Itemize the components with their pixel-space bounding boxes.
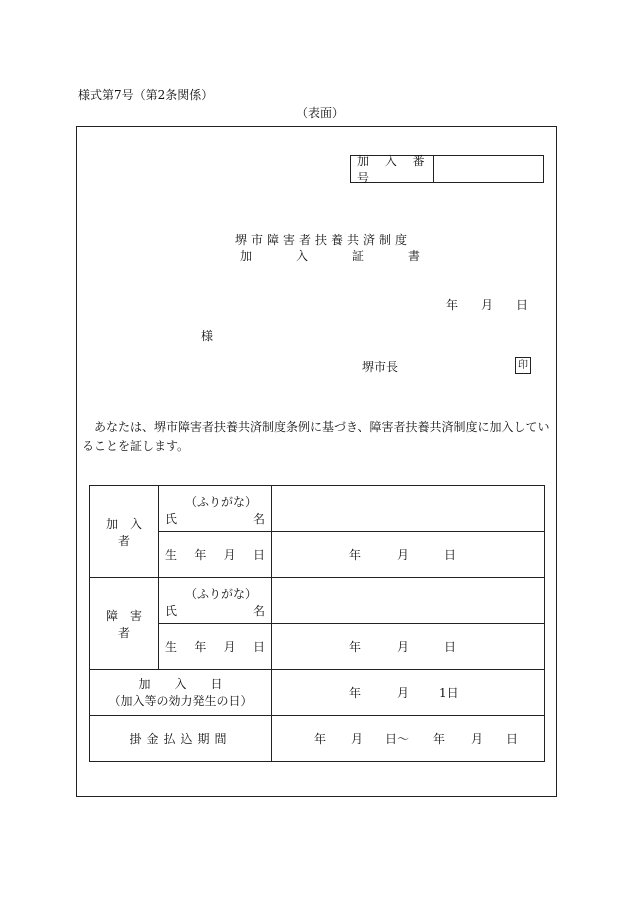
- recipient-suffix: 様: [201, 329, 214, 343]
- period-end-day: 日: [506, 732, 519, 746]
- issue-month: 月: [481, 298, 494, 312]
- issue-year: 年: [446, 298, 459, 312]
- dob-char: 月: [223, 548, 236, 562]
- period-end-year: 年: [433, 732, 446, 746]
- join-year: 年: [349, 686, 362, 700]
- seal-mark: 印: [515, 357, 531, 374]
- dob-year: 年: [349, 640, 362, 654]
- form-number: 様式第7号（第2条関係）: [78, 88, 214, 102]
- disabled-dob-field[interactable]: [272, 624, 545, 670]
- period-separator: 日～: [385, 732, 410, 746]
- member-name-label-cell: [159, 486, 272, 532]
- period-start-month: 月: [351, 732, 364, 746]
- member-info-table: [89, 485, 545, 762]
- certificate-title: 堺市障害者扶養共済制度: [235, 233, 412, 247]
- issue-day: 日: [516, 298, 529, 312]
- dob-day: 日: [444, 640, 457, 654]
- join-date-sublabel: （加入等の効力発生の日）: [108, 693, 253, 708]
- dob-year: 年: [349, 548, 362, 562]
- join-month: 月: [397, 686, 410, 700]
- issuer-name: 堺市長: [362, 360, 399, 374]
- dob-char: 日: [252, 640, 265, 654]
- period-start-year: 年: [314, 732, 327, 746]
- disabled-category-label: 障害者: [90, 578, 159, 670]
- membership-number-field[interactable]: [434, 156, 543, 182]
- membership-number-box: [350, 155, 544, 183]
- dob-char: 生: [165, 640, 178, 654]
- side-label: （表面）: [296, 106, 345, 120]
- dob-char: 日: [252, 548, 265, 562]
- furigana-label: （ふりがな）: [185, 587, 258, 601]
- join-date-label-cell: [90, 670, 272, 716]
- dob-month: 月: [397, 548, 410, 562]
- disabled-name-field[interactable]: [272, 578, 545, 624]
- payment-period-field[interactable]: [272, 716, 545, 762]
- dob-char: 月: [223, 640, 236, 654]
- member-name-field[interactable]: [272, 486, 545, 532]
- disabled-name-label-cell: [159, 578, 272, 624]
- dob-char: 生: [165, 548, 178, 562]
- certificate-subtitle: 加 入 証 書: [240, 249, 437, 263]
- body-text: あなたは、堺市障害者扶養共済制度条例に基づき、障害者扶養共済制度に加入していることを証します。: [82, 420, 550, 453]
- furigana-label: （ふりがな）: [185, 495, 258, 509]
- member-dob-field[interactable]: [272, 532, 545, 578]
- certificate-body-text: [82, 418, 552, 456]
- name-label-left: 氏: [165, 604, 178, 618]
- payment-period-label: 掛金払込期間: [90, 716, 272, 762]
- dob-day: 日: [444, 548, 457, 562]
- disabled-dob-label-cell: [159, 624, 272, 670]
- dob-char: 年: [194, 548, 207, 562]
- period-end-month: 月: [471, 732, 484, 746]
- join-date-label: 加 入 日: [138, 676, 223, 691]
- name-label-left: 氏: [165, 512, 178, 526]
- member-category-label: 加入者: [90, 486, 159, 578]
- dob-month: 月: [397, 640, 410, 654]
- member-dob-label-cell: [159, 532, 272, 578]
- name-label-right: 名: [252, 604, 265, 618]
- name-label-right: 名: [252, 512, 265, 526]
- membership-number-label: 加 入 番 号: [351, 156, 434, 182]
- join-day: 1日: [439, 686, 459, 700]
- join-date-field[interactable]: [272, 670, 545, 716]
- dob-char: 年: [194, 640, 207, 654]
